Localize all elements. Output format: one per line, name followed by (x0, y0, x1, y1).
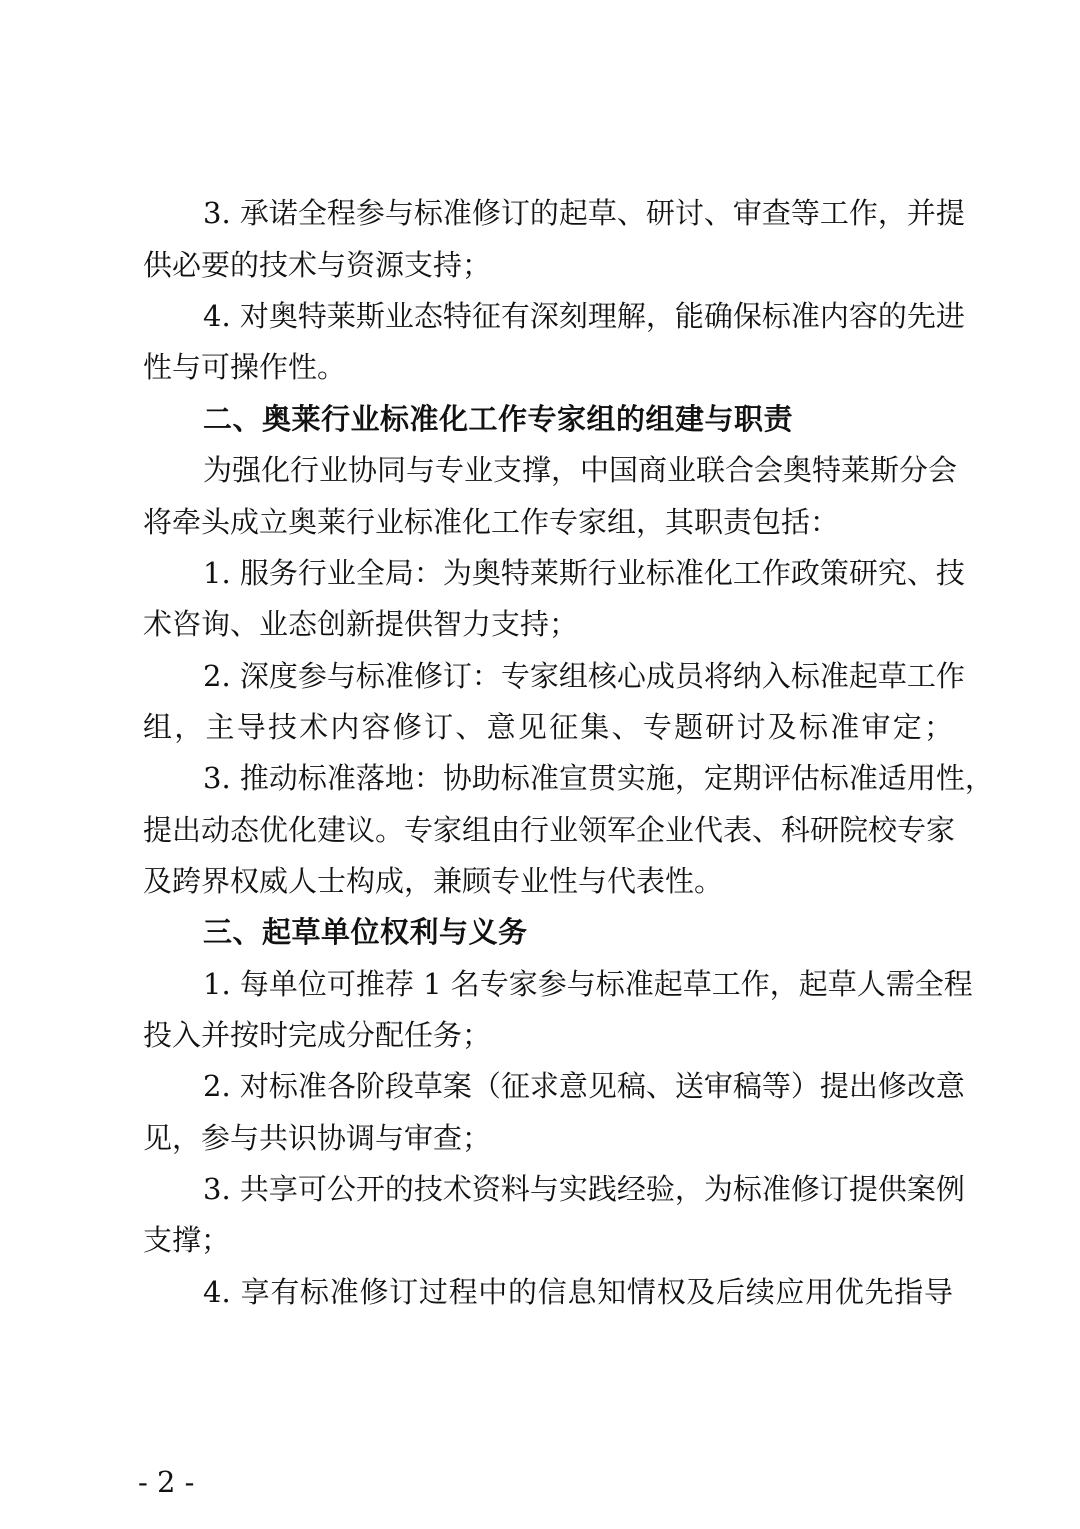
right-1-line-1: 1. 每单位可推荐 1 名专家参与标准起草工作，起草人需全程 (203, 967, 973, 1001)
duty-2-line-1: 2. 深度参与标准修订：专家组核心成员将纳入标准起草工作 (203, 659, 965, 693)
duty-3-line-3: 及跨界权威人士构成，兼顾专业性与代表性。 (143, 864, 724, 898)
duty-1-line-1: 1. 服务行业全局：为奥特莱斯行业标准化工作政策研究、技 (203, 556, 965, 590)
duty-2-line-2: 组，主导技术内容修订、意见征集、专题研讨及标准审定； (143, 710, 953, 744)
duty-3-line-2: 提出动态优化建议。专家组由行业领军企业代表、科研院校专家 (143, 813, 956, 847)
right-3-line-1: 3. 共享可公开的技术资料与实践经验，为标准修订提供案例 (203, 1172, 965, 1206)
item-4-understanding-line-1: 4. 对奥特莱斯业态特征有深刻理解，能确保标准内容的先进 (203, 299, 965, 333)
section-2-intro-line-1: 为强化行业协同与专业支撑，中国商业联合会奥特莱斯分会 (203, 453, 958, 487)
duty-1-line-2: 术咨询、业态创新提供智力支持； (143, 607, 579, 641)
right-2-line-1: 2. 对标准各阶段草案（征求意见稿、送审稿等）提出修改意 (203, 1069, 965, 1103)
section-2-heading: 二、奥莱行业标准化工作专家组的组建与职责 (203, 402, 794, 436)
item-3-commitment-line-2: 供必要的技术与资源支持； (143, 248, 492, 282)
section-2-intro-line-2: 将牵头成立奥莱行业标准化工作专家组，其职责包括： (143, 505, 840, 539)
right-4-line-1: 4. 享有标准修订过程中的信息知情权及后续应用优先指导 (203, 1275, 953, 1309)
item-4-understanding-line-2: 性与可操作性。 (143, 350, 347, 384)
right-2-line-2: 见，参与共识协调与审查； (143, 1121, 492, 1155)
duty-3-line-1: 3. 推动标准落地：协助标准宣贯实施，定期评估标准适用性， (203, 761, 994, 795)
section-3-heading: 三、起草单位权利与义务 (203, 915, 528, 949)
page-number: - 2 - (138, 1465, 195, 1499)
right-3-line-2: 支撑； (143, 1223, 231, 1257)
right-1-line-2: 投入并按时完成分配任务； (143, 1018, 492, 1052)
item-3-commitment-line-1: 3. 承诺全程参与标准修订的起草、研讨、审查等工作，并提 (203, 196, 965, 230)
